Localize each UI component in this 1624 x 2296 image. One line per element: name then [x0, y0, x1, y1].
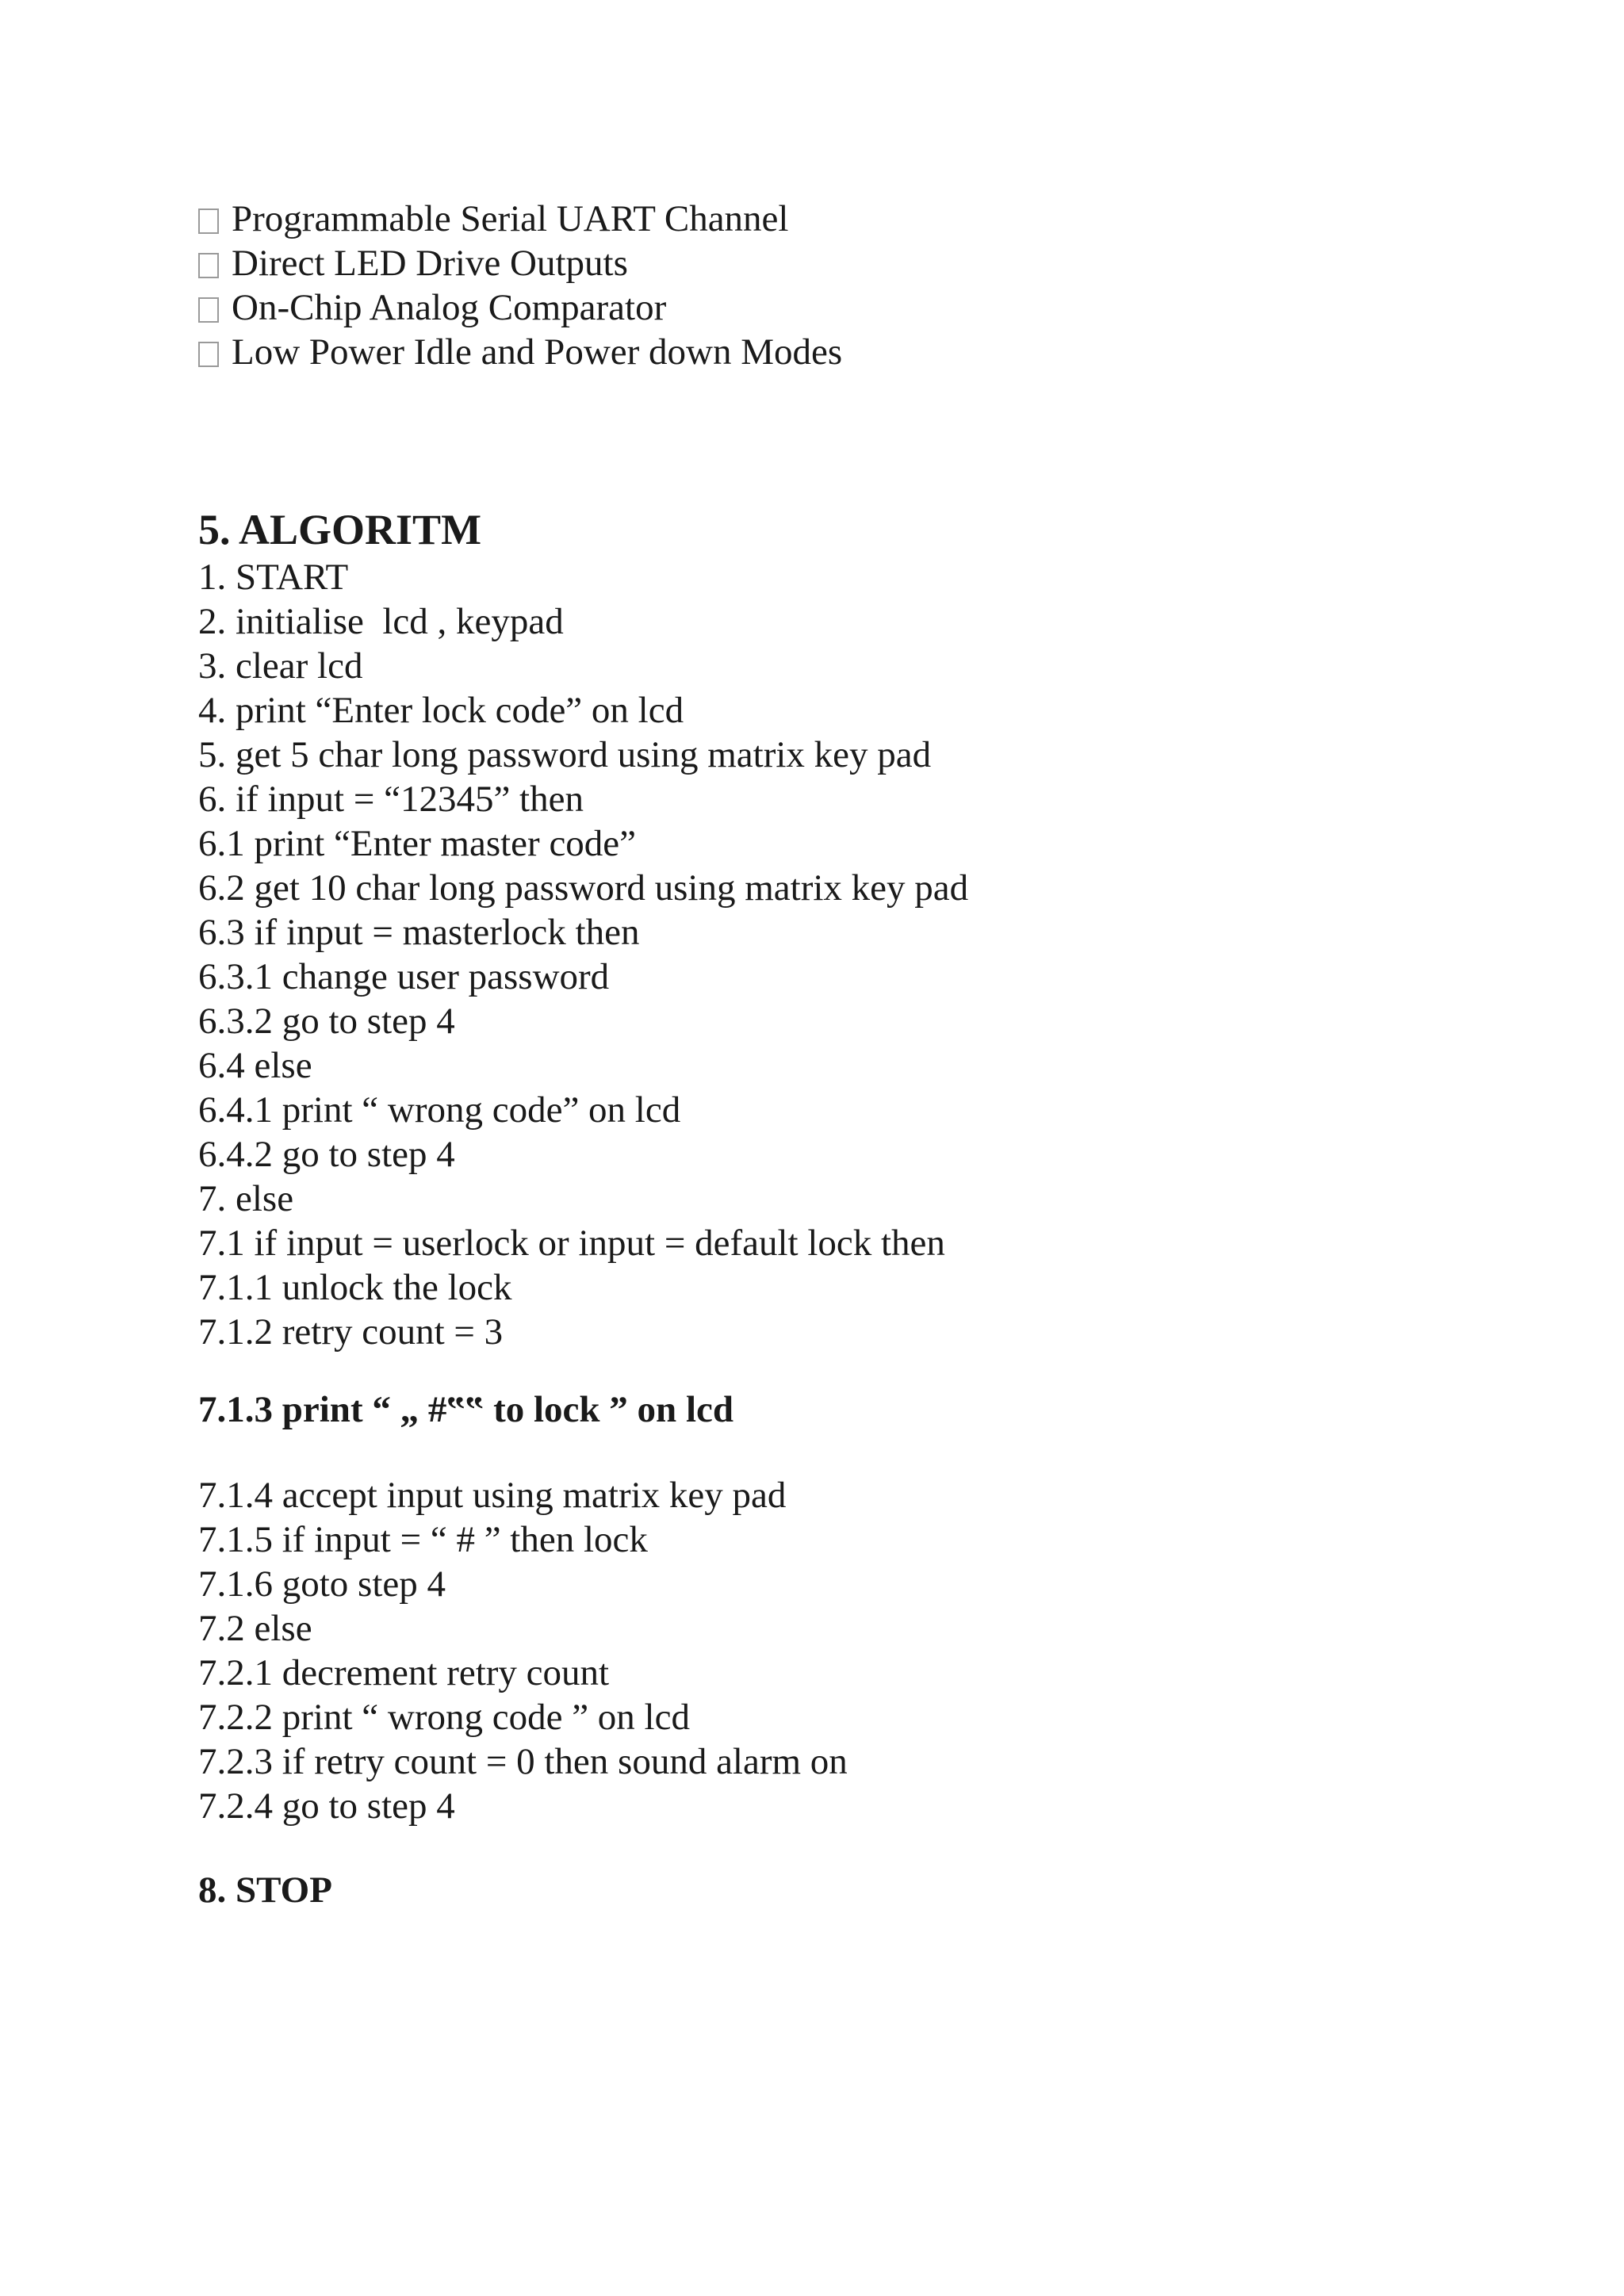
feature-item	[198, 285, 666, 330]
algorithm-step: 7.1.5 if input = “ # ” then lock	[198, 1519, 648, 1560]
algorithm-step: 6.2 get 10 char long password using matrix key pad	[198, 867, 969, 909]
algorithm-step: 6.4.2 go to step 4	[198, 1134, 455, 1175]
algorithm-step: 7.1.6 goto step 4	[198, 1563, 446, 1605]
algorithm-step: 6.3 if input = masterlock then	[198, 912, 640, 953]
feature-item	[198, 197, 788, 241]
algorithm-step: 7.1.1 unlock the lock	[198, 1267, 512, 1308]
algorithm-step: 7.2.2 print “ wrong code ” on lcd	[198, 1697, 690, 1738]
algorithm-step: 6. if input = “12345” then	[198, 779, 584, 820]
algorithm-step-bold: 7.1.3 print “ „ #‟‟ to lock ” on lcd	[198, 1389, 734, 1430]
algorithm-step: 1. START	[198, 557, 349, 598]
feature-text: Low Power Idle and Power down Modes	[232, 331, 843, 373]
algorithm-step: 6.4.1 print “ wrong code” on lcd	[198, 1089, 681, 1131]
algorithm-stop: 8. STOP	[198, 1869, 332, 1911]
bullet-box-icon	[198, 253, 219, 278]
algorithm-step: 7.2.4 go to step 4	[198, 1785, 455, 1827]
bullet-box-icon	[198, 297, 219, 323]
feature-item	[198, 241, 628, 285]
algorithm-step: 7.1 if input = userlock or input = default lock then	[198, 1223, 945, 1264]
algorithm-step: 6.1 print “Enter master code”	[198, 823, 637, 864]
feature-item	[198, 330, 842, 374]
algorithm-step: 6.4 else	[198, 1045, 312, 1086]
bullet-box-icon	[198, 342, 219, 367]
algorithm-step: 7.2.1 decrement retry count	[198, 1652, 610, 1693]
feature-text: Programmable Serial UART Channel	[232, 198, 789, 239]
algorithm-step: 6.3.2 go to step 4	[198, 1001, 455, 1042]
algorithm-step: 5. get 5 char long password using matrix key pad	[198, 734, 932, 775]
feature-text: On-Chip Analog Comparator	[232, 287, 667, 328]
algorithm-step: 7. else	[198, 1178, 294, 1219]
algorithm-step: 7.1.4 accept input using matrix key pad	[198, 1475, 787, 1516]
section-heading: 5. ALGORITM	[198, 506, 482, 553]
algorithm-step: 7.1.2 retry count = 3	[198, 1311, 504, 1353]
algorithm-step: 2. initialise lcd , keypad	[198, 601, 564, 642]
algorithm-step: 4. print “Enter lock code” on lcd	[198, 690, 684, 731]
bullet-box-icon	[198, 209, 219, 234]
algorithm-step: 6.3.1 change user password	[198, 956, 610, 997]
algorithm-step: 7.2 else	[198, 1608, 312, 1649]
feature-text: Direct LED Drive Outputs	[232, 243, 628, 284]
algorithm-step: 3. clear lcd	[198, 645, 363, 687]
algorithm-step: 7.2.3 if retry count = 0 then sound alarm on	[198, 1741, 848, 1782]
